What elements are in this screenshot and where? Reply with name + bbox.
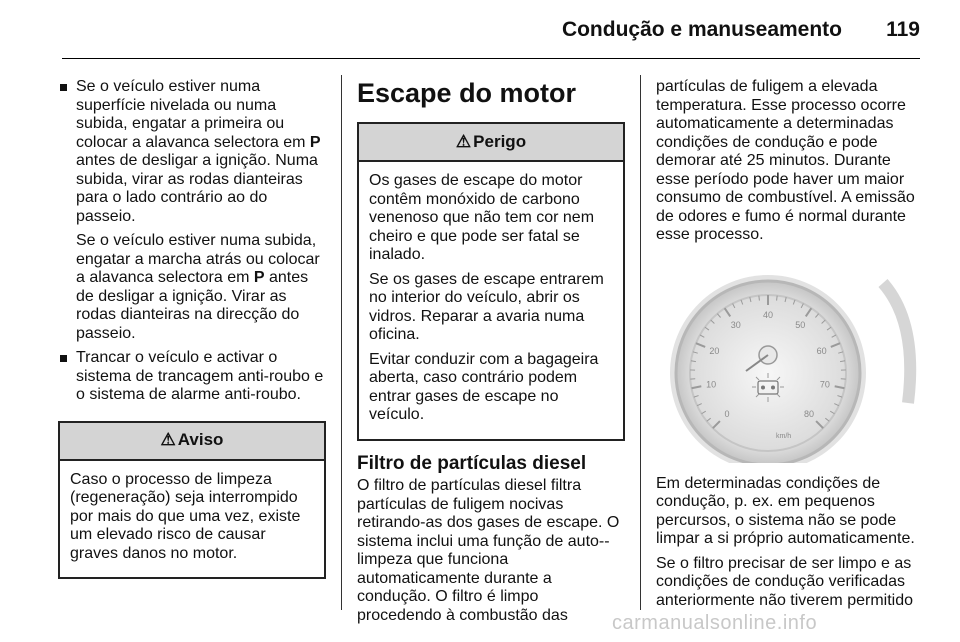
body-paragraph: partículas de fuligem a elevada temperatura. Esse processo ocorre automaticamente a determinadas condições de condução e pode demorar até 25 minutos. Durante esse período pode haver um maior consumo de combustível. A emissão de odores e fumo é normal durante esse processo.	[656, 78, 915, 243]
gauge-tick-label: 60	[816, 345, 827, 356]
gauge-unit-label: km/h	[776, 432, 792, 440]
gauge-tick-label: 40	[762, 309, 774, 320]
bullet-paragraph: Trancar o veículo e activar o sistema de trancagem anti-roubo e o sistema de alarme anti-roubo.	[76, 349, 324, 403]
gauge-tick	[759, 295, 760, 300]
bullet-square-icon	[60, 355, 67, 362]
body-paragraph: Se o filtro precisar de ser limpo e as condições de condução verificadas anteriormente não tiverem permitido	[656, 554, 914, 609]
perigo-paragraph: Se os gases de escape entrarem no interior do veículo, abrir os vidros. Reparar a avaria numa oficina.	[369, 270, 604, 343]
perigo-title: Perigo	[473, 131, 527, 151]
aviso-box	[58, 421, 326, 580]
section-heading: Escape do motor	[357, 78, 577, 108]
bullet-item	[58, 349, 326, 405]
column-2	[357, 78, 625, 631]
perigo-paragraph: Os gases de escape do motor contêm monóxido de carbono venenoso que não tem cor nem cheiro e que pode ser fatal se inalado.	[369, 172, 595, 263]
speedometer-gauge-icon	[668, 263, 918, 463]
gauge-tick-label: 70	[819, 378, 830, 389]
perigo-header	[359, 124, 623, 162]
gauge-tick-label: 0	[724, 408, 730, 419]
bullet-item	[58, 78, 326, 343]
gauge-tick-label: 20	[709, 345, 720, 356]
speedometer-illustration	[668, 263, 918, 463]
warning-triangle-icon: ⚠	[160, 430, 176, 450]
aviso-body	[60, 461, 324, 578]
gauge-tick-label: 10	[706, 378, 717, 389]
bullet-square-icon	[60, 84, 67, 91]
perigo-box	[357, 122, 625, 441]
aviso-header	[60, 423, 324, 461]
page-header-title: Condução e manuseamento	[561, 18, 842, 41]
aviso-text: Caso o processo de limpeza (regeneração) seja interrompido por mais do que uma vez, existe um elevado risco de causar graves danos no motor.	[70, 470, 301, 562]
body-paragraph: O filtro de partículas diesel filtra partículas de fuligem nocivas retirando-as dos gases de escape. O sistema inclui uma função de auto--limpeza que funciona automaticamente durante a condução. O filtro é limpo procedendo à combustão das	[357, 477, 620, 624]
gauge-tick-label: 30	[730, 319, 741, 330]
perigo-body	[359, 162, 623, 439]
warning-triangle-icon: ⚠	[455, 131, 472, 151]
column-divider-1	[341, 75, 342, 610]
watermark: carmanualsonline.info	[612, 612, 818, 634]
column-3	[656, 78, 924, 616]
column-divider-2	[640, 75, 641, 610]
page-number: 119	[886, 18, 920, 41]
bullet-paragraph: Se o veículo estiver numa subida, engatar a marcha atrás ou colocar a alavanca selectora em P antes de desligar a ignição. Virar as rodas dianteiras na direcção do passeio.	[76, 232, 320, 342]
gauge-tick	[777, 295, 778, 300]
column-1	[58, 78, 326, 579]
bullet-paragraph: Se o veículo estiver numa superfície nivelada ou numa subida, engatar a primeira ou colocar a alavanca selectora em P antes de desligar a ignição. Numa subida, virar as rodas dianteiras para o lado contrário ao do passeio.	[76, 78, 321, 225]
gauge-tick-label: 80	[804, 408, 815, 419]
gauge-tick-label: 50	[795, 319, 806, 330]
subsection-heading: Filtro de partículas diesel	[357, 452, 587, 474]
perigo-paragraph: Evitar conduzir com a bagageira aberta, caso contrário podem entrar gases de escape no veículo.	[369, 350, 599, 423]
aviso-title: Aviso	[177, 430, 224, 450]
header-rule	[62, 58, 920, 59]
body-paragraph: Em determinadas condições de condução, p. ex. em pequenos percursos, o sistema não se pode limpar a si próprio automaticamente.	[656, 474, 915, 547]
